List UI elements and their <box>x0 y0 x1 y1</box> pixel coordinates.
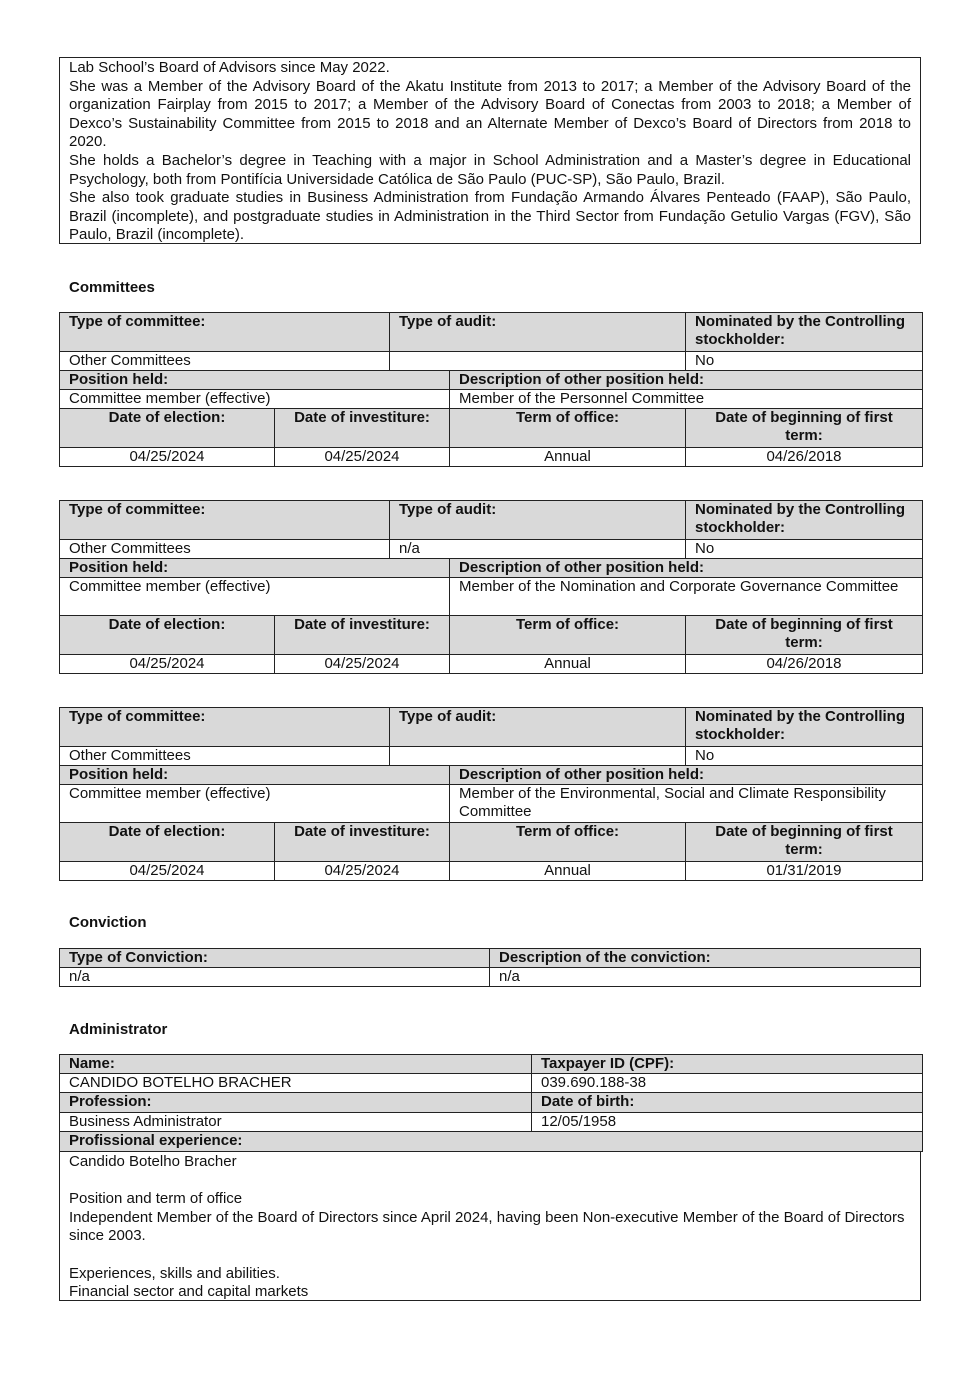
nominated-value: No <box>686 540 923 559</box>
first-term-label: Date of beginning of first term: <box>686 823 923 862</box>
date-investiture-value: 04/25/2024 <box>275 448 450 467</box>
bio-paragraph: She holds a Bachelor’s degree in Teaching with a major in School Administration and a Master’s degree in Educational Psychology, both from Pontifícia Universidade Católica de São Paulo (PUC-SP), São Paulo, Brazil. <box>69 151 911 188</box>
cpf-value: 039.690.188-38 <box>532 1074 923 1093</box>
bio-paragraph: She also took graduate studies in Business Administration from Fundação Armando Álvares Penteado (FAAP), São Paulo, Brazil (incomplete), and postgraduate studies in Administration in the Third Sector from Fundação Getulio Vargas (FGV), São Paulo, Brazil (incomplete). <box>69 189 911 244</box>
position-held-label: Position held: <box>60 371 450 390</box>
description-label: Description of other position held: <box>450 559 923 578</box>
audit-type-value: n/a <box>390 540 686 559</box>
conviction-description-label: Description of the conviction: <box>490 949 921 968</box>
bio-paragraph: Lab School’s Board of Advisors since May 2022. <box>69 59 390 76</box>
position-text: Independent Member of the Board of Directors since April 2024, having been Non-executive Member of the Board of Directors since 2003. <box>69 1208 905 1245</box>
committee-table-1 <box>59 312 923 467</box>
type-of-audit-label: Type of audit: <box>390 501 686 540</box>
position-held-value: Committee member (effective) <box>60 578 450 616</box>
first-term-value: 04/26/2018 <box>686 448 923 467</box>
nominated-value: No <box>686 747 923 766</box>
date-investiture-value: 04/25/2024 <box>275 862 450 881</box>
first-term-label: Date of beginning of first term: <box>686 409 923 448</box>
administrator-heading: Administrator <box>69 1021 168 1038</box>
type-of-audit-label: Type of audit: <box>390 708 686 747</box>
date-election-label: Date of election: <box>60 823 275 862</box>
bio-paragraph: She was a Member of the Advisory Board of the Akatu Institute from 2013 to 2017; a Member of the Advisory Board of the organization Fairplay from 2015 to 2017; a Member of the Advisory Board of Conectas from 2003 to 2018; a Member of Dexco’s Sustainability Committee from 2015 to 2018 and an Alternate Member of Dexco’s Board of Directors from 2018 to 2020. <box>69 77 911 151</box>
date-investiture-value: 04/25/2024 <box>275 655 450 674</box>
date-election-value: 04/25/2024 <box>60 655 275 674</box>
experience-name: Candido Botelho Bracher <box>69 1153 237 1170</box>
description-value: Member of the Environmental, Social and Climate Responsibility Committee <box>450 785 923 823</box>
term-office-label: Term of office: <box>450 616 686 655</box>
description-value: Member of the Personnel Committee <box>450 390 923 409</box>
bio-text-box <box>59 57 921 244</box>
audit-type-value <box>390 352 686 371</box>
committee-type-value: Other Committees <box>60 352 390 371</box>
description-value: Member of the Nomination and Corporate Governance Committee <box>450 578 923 616</box>
committee-type-value: Other Committees <box>60 747 390 766</box>
nominated-value: No <box>686 352 923 371</box>
date-investiture-label: Date of investiture: <box>275 823 450 862</box>
term-office-value: Annual <box>450 448 686 467</box>
position-held-value: Committee member (effective) <box>60 390 450 409</box>
position-heading: Position and term of office <box>69 1190 243 1208</box>
committee-table-3 <box>59 707 923 881</box>
nominated-label: Nominated by the Controlling stockholder: <box>686 313 923 352</box>
committees-heading: Committees <box>69 279 155 296</box>
name-value: CANDIDO BOTELHO BRACHER <box>60 1074 532 1093</box>
profession-value: Business Administrator <box>60 1113 532 1132</box>
dob-value: 12/05/1958 <box>532 1113 923 1132</box>
name-label: Name: <box>60 1055 532 1074</box>
conviction-table <box>59 948 921 987</box>
experience-text-box <box>59 1152 921 1301</box>
experience-label: Profissional experience: <box>60 1132 923 1152</box>
conviction-heading: Conviction <box>69 914 147 931</box>
nominated-label: Nominated by the Controlling stockholder: <box>686 708 923 747</box>
type-of-committee-label: Type of committee: <box>60 501 390 540</box>
first-term-value: 01/31/2019 <box>686 862 923 881</box>
skills-text: Financial sector and capital markets <box>69 1283 309 1301</box>
description-label: Description of other position held: <box>450 371 923 390</box>
type-of-committee-label: Type of committee: <box>60 708 390 747</box>
date-investiture-label: Date of investiture: <box>275 616 450 655</box>
committee-table-2 <box>59 500 923 674</box>
term-office-value: Annual <box>450 655 686 674</box>
audit-type-value <box>390 747 686 766</box>
date-election-label: Date of election: <box>60 409 275 448</box>
date-election-value: 04/25/2024 <box>60 448 275 467</box>
date-election-value: 04/25/2024 <box>60 862 275 881</box>
dob-label: Date of birth: <box>532 1093 923 1113</box>
nominated-label: Nominated by the Controlling stockholder: <box>686 501 923 540</box>
description-label: Description of other position held: <box>450 766 923 785</box>
date-election-label: Date of election: <box>60 616 275 655</box>
first-term-value: 04/26/2018 <box>686 655 923 674</box>
conviction-type-label: Type of Conviction: <box>60 949 490 968</box>
term-office-label: Term of office: <box>450 823 686 862</box>
position-held-value: Committee member (effective) <box>60 785 450 823</box>
term-office-value: Annual <box>450 862 686 881</box>
cpf-label: Taxpayer ID (CPF): <box>532 1055 923 1074</box>
term-office-label: Term of office: <box>450 409 686 448</box>
date-investiture-label: Date of investiture: <box>275 409 450 448</box>
skills-heading: Experiences, skills and abilities. <box>69 1264 280 1282</box>
position-held-label: Position held: <box>60 766 450 785</box>
conviction-type-value: n/a <box>60 968 490 987</box>
profession-label: Profession: <box>60 1093 532 1113</box>
administrator-table <box>59 1054 923 1152</box>
type-of-committee-label: Type of committee: <box>60 313 390 352</box>
first-term-label: Date of beginning of first term: <box>686 616 923 655</box>
committee-type-value: Other Committees <box>60 540 390 559</box>
position-held-label: Position held: <box>60 559 450 578</box>
conviction-description-value: n/a <box>490 968 921 987</box>
type-of-audit-label: Type of audit: <box>390 313 686 352</box>
